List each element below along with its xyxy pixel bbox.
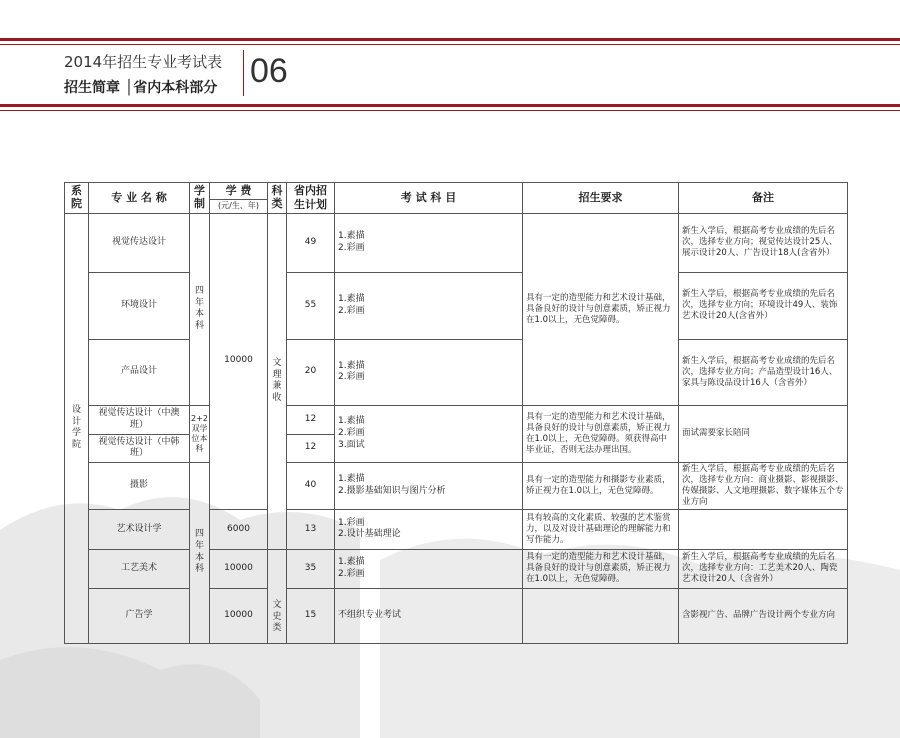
exam-cell: 1.素描 2.彩画 bbox=[335, 339, 523, 405]
major-cell: 视觉传达设计（中澳班） bbox=[89, 405, 190, 434]
header-title: 2014年招生专业考试表 bbox=[64, 53, 223, 71]
plan-cell: 35 bbox=[287, 549, 335, 588]
col-notes-header: 备注 bbox=[679, 183, 848, 214]
plan-cell: 49 bbox=[287, 213, 335, 272]
major-cell: 摄影 bbox=[89, 462, 190, 509]
plan-cell: 13 bbox=[287, 509, 335, 549]
header-subtitle: 招生简章 │省内本科部分 bbox=[64, 80, 218, 96]
col-major-header: 专 业 名 称 bbox=[89, 183, 190, 214]
exam-table bbox=[64, 182, 848, 644]
exam-cell: 1.彩画 2.设计基础理论 bbox=[335, 509, 523, 549]
col-fee-unit: (元/生、年) bbox=[210, 200, 268, 213]
col-dept-header: 系院 bbox=[65, 183, 89, 214]
category-cell-wenshi: 文史类 bbox=[272, 600, 282, 634]
note-cell: 新生入学后，根据高考专业成绩的先后名次，选择专业方向；产品造型设计16人、家具与陈设品设计16人（含省外） bbox=[679, 339, 848, 405]
plan-cell: 55 bbox=[287, 272, 335, 339]
dept-cell: 设计学院 bbox=[65, 213, 89, 643]
requirements-cell: 具有较高的文化素质、较强的艺术鉴赏力，以及对设计基础理论的理解能力和写作能力。 bbox=[523, 509, 679, 549]
col-requirements-header: 招生要求 bbox=[523, 183, 679, 214]
exam-cell: 1.素描 2.彩画 3.面试 bbox=[335, 405, 523, 462]
system-cell-4yr: 四年本科 bbox=[190, 213, 210, 405]
note-cell bbox=[679, 509, 848, 549]
exam-cell: 1.素描 2.彩画 bbox=[335, 272, 523, 339]
system-cell-2plus2: 2+2双学位本科 bbox=[190, 405, 210, 462]
note-cell: 新生入学后，根据高考专业成绩的先后名次，选择专业方向：商业摄影、影视摄影、传媒摄影、人文地理摄影、数字媒体五个专业方向 bbox=[679, 462, 848, 509]
requirements-cell: 具有一定的造型能力和摄影专业素质，矫正视力在1.0以上，无色觉障碍。 bbox=[523, 462, 679, 509]
system-cell-4yr-b: 四年本科 bbox=[190, 462, 210, 643]
requirements-cell: 具有一定的造型能力和艺术设计基础，具备良好的设计与创意素质，矫正视力在1.0以上，无色觉障碍。 bbox=[523, 549, 679, 588]
major-cell: 视觉传达设计（中韩班） bbox=[89, 434, 190, 462]
exam-cell: 1.素描 2.彩画 bbox=[335, 213, 523, 272]
col-exam-header: 考 试 科 目 bbox=[335, 183, 523, 214]
page-number: 06 bbox=[250, 52, 288, 90]
plan-cell: 15 bbox=[287, 588, 335, 643]
major-cell: 广告学 bbox=[89, 588, 190, 643]
category-cell: 文理兼收 bbox=[268, 213, 287, 549]
major-cell: 艺术设计学 bbox=[89, 509, 190, 549]
exam-cell: 1.素描 2.摄影基础知识与图片分析 bbox=[335, 462, 523, 509]
exam-cell: 1.素描 2.彩画 bbox=[335, 549, 523, 588]
col-system-header: 学制 bbox=[190, 183, 210, 214]
header-bottom-rule bbox=[0, 104, 900, 107]
fee-cell: 6000 bbox=[210, 509, 268, 549]
requirements-cell bbox=[523, 588, 679, 643]
fee-cell: 10000 bbox=[210, 549, 268, 588]
note-cell: 新生入学后，根据高考专业成绩的先后名次，选择专业方向：工艺美术20人、陶瓷艺术设计20人（含省外） bbox=[679, 549, 848, 588]
plan-cell: 12 bbox=[287, 405, 335, 434]
header-bottom-rule-thin bbox=[0, 110, 900, 111]
major-cell: 视觉传达设计 bbox=[89, 213, 190, 272]
requirements-cell: 具有一定的造型能力和艺术设计基础，具备良好的设计与创意素质，矫正视力在1.0以上，无色觉障碍。 bbox=[523, 213, 679, 405]
col-fee-header: 学 费 bbox=[210, 183, 268, 200]
header-top-rule-thin bbox=[0, 44, 900, 45]
fee-cell: 10000 bbox=[210, 213, 268, 509]
header-separator bbox=[243, 50, 244, 96]
major-cell: 环境设计 bbox=[89, 272, 190, 339]
note-cell: 新生入学后，根据高考专业成绩的先后名次，选择专业方向；环境设计49人、装饰艺术设计20人(含省外） bbox=[679, 272, 848, 339]
note-cell: 面试需要家长陪同 bbox=[679, 405, 848, 462]
plan-cell: 40 bbox=[287, 462, 335, 509]
major-cell: 工艺美术 bbox=[89, 549, 190, 588]
fee-cell: 10000 bbox=[210, 588, 268, 643]
requirements-cell: 具有一定的造型能力和艺术设计基础，具备良好的设计与创意素质，矫正视力在1.0以上，无色觉障碍。须获得高中毕业证，否则无法办理出国。 bbox=[523, 405, 679, 462]
plan-cell: 20 bbox=[287, 339, 335, 405]
note-cell: 含影视广告、品牌广告设计两个专业方向 bbox=[679, 588, 848, 643]
exam-cell: 不组织专业考试 bbox=[335, 588, 523, 643]
note-cell: 新生入学后，根据高考专业成绩的先后名次，选择专业方向；视觉传达设计25人、展示设计20人、广告设计18人(含省外） bbox=[679, 213, 848, 272]
major-cell: 产品设计 bbox=[89, 339, 190, 405]
col-plan-header: 省内招生计划 bbox=[287, 183, 335, 214]
header-top-rule bbox=[0, 38, 900, 41]
plan-cell: 12 bbox=[287, 434, 335, 462]
col-category-header: 科类 bbox=[268, 183, 287, 214]
